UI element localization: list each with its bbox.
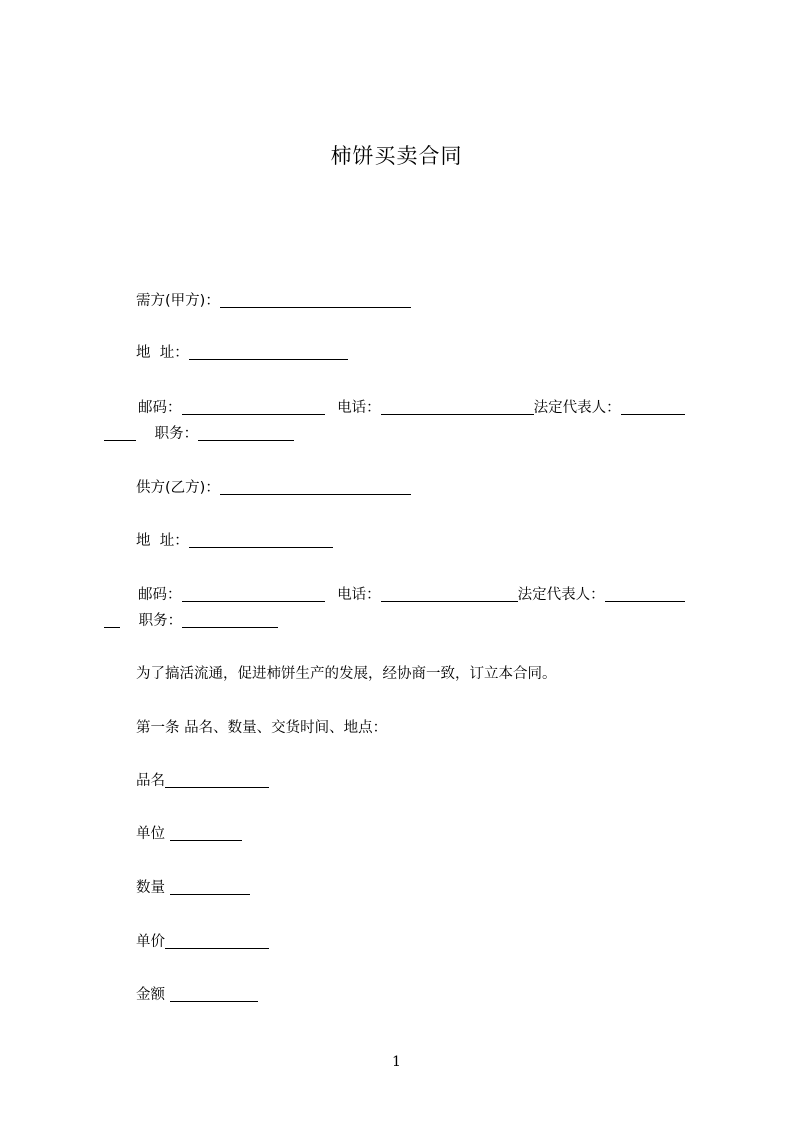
buyer-position-blank[interactable]	[198, 426, 294, 441]
buyer-position-label: 职务：	[154, 426, 199, 442]
seller-legal-rep-blank[interactable]	[605, 587, 685, 602]
preamble-paragraph: 为了搞活流通，促进柿饼生产的发展，经协商一致，订立本合同。	[136, 666, 557, 682]
seller-postcode-label: 邮码：	[138, 587, 182, 603]
buyer-phone-label: 电话：	[337, 400, 381, 416]
item-unit-price-blank[interactable]	[165, 934, 269, 949]
seller-party-line	[136, 478, 411, 498]
seller-postcode-blank[interactable]	[182, 587, 325, 602]
buyer-legal-rep-label: 法定代表人：	[533, 400, 621, 416]
seller-legal-rep-label: 法定代表人：	[517, 587, 605, 603]
item-quantity-label: 数量	[136, 880, 170, 896]
seller-party-label: 供方(乙方)：	[136, 480, 220, 496]
seller-address-line	[136, 531, 333, 551]
buyer-postcode-label: 邮码：	[138, 400, 182, 416]
buyer-party-line	[136, 291, 411, 311]
item-amount-blank[interactable]	[170, 987, 258, 1002]
seller-position-line	[104, 611, 278, 631]
item-unit-price-label: 单价	[136, 934, 165, 950]
item-name-line	[136, 771, 269, 791]
page-number: 1	[392, 1054, 401, 1070]
item-quantity-blank[interactable]	[170, 880, 250, 895]
item-unit-price-line	[136, 932, 269, 952]
buyer-address-label: 地 址：	[136, 345, 189, 361]
buyer-postcode-blank[interactable]	[182, 400, 325, 415]
item-amount-line	[136, 985, 258, 1005]
item-unit-line	[136, 824, 242, 844]
seller-position-label: 职务：	[138, 613, 183, 629]
buyer-legal-rep-blank-cont[interactable]	[104, 426, 136, 441]
item-amount-label: 金额	[136, 987, 170, 1003]
buyer-phone-blank[interactable]	[381, 400, 534, 415]
article-1-heading: 第一条 品名、数量、交货时间、地点：	[136, 720, 388, 736]
buyer-party-label: 需方(甲方)：	[136, 293, 220, 309]
buyer-contact-line	[138, 398, 685, 418]
buyer-address-line	[136, 343, 348, 363]
buyer-position-line	[104, 424, 294, 444]
seller-address-label: 地 址：	[136, 533, 189, 549]
seller-phone-label: 电话：	[337, 587, 381, 603]
item-name-label: 品名	[136, 773, 165, 789]
buyer-legal-rep-blank[interactable]	[621, 400, 685, 415]
item-name-blank[interactable]	[165, 773, 269, 788]
item-unit-blank[interactable]	[170, 826, 242, 841]
seller-phone-blank[interactable]	[381, 587, 518, 602]
buyer-address-blank[interactable]	[189, 345, 348, 360]
seller-party-blank[interactable]	[220, 480, 411, 495]
buyer-party-blank[interactable]	[220, 293, 411, 308]
seller-contact-line	[138, 585, 685, 605]
item-unit-label: 单位	[136, 826, 170, 842]
seller-position-blank[interactable]	[182, 613, 278, 628]
item-quantity-line	[136, 878, 250, 898]
document-title: 柿饼买卖合同	[330, 144, 463, 168]
seller-legal-rep-blank-cont[interactable]	[104, 613, 120, 628]
seller-address-blank[interactable]	[189, 533, 333, 548]
